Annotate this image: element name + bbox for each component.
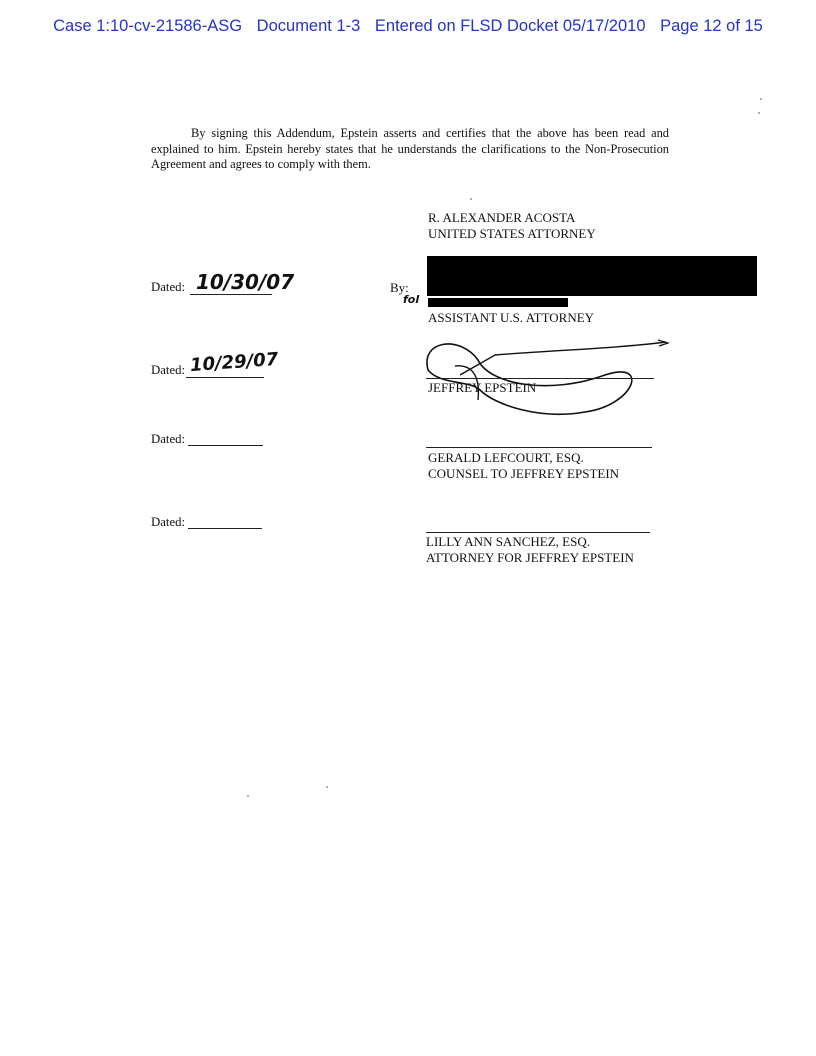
counsel1-name: GERALD LEFCOURT, ESQ.: [428, 450, 584, 465]
docket-entry: Entered on FLSD Docket 05/17/2010: [374, 17, 646, 35]
scan-speck: [760, 98, 762, 100]
date-line-1: [190, 294, 272, 295]
by-label: By:: [390, 280, 409, 295]
case-number: Case 1:10-cv-21586-ASG: [53, 17, 243, 35]
scan-speck: [470, 198, 472, 200]
counsel2-title: ATTORNEY FOR JEFFREY EPSTEIN: [426, 550, 634, 565]
handwritten-date-1: 10/30/07: [196, 270, 295, 294]
by-initials: fol: [403, 293, 420, 306]
dated-label-2: Dated:: [151, 363, 186, 377]
date-line-2: [186, 377, 264, 378]
page-number: Page 12 of 15: [660, 17, 763, 35]
addendum-paragraph-text: By signing this Addendum, Epstein asserts and certifies that the above has been read and explained to him. Epstein hereby states that he understands the clarifications to the Non-Prosecution Agreement and agrees to comply with them.: [151, 126, 669, 171]
counsel2-name: LILLY ANN SANCHEZ, ESQ.: [426, 534, 590, 549]
defendant-signature-line: [426, 378, 654, 379]
counsel1-title: COUNSEL TO JEFFREY EPSTEIN: [428, 466, 620, 481]
document-number: Document 1-3: [256, 17, 361, 35]
redaction-bar-signature: [427, 256, 757, 296]
dated-label-1: Dated:: [151, 280, 186, 294]
redaction-bar-name: [428, 298, 568, 307]
scan-speck: [247, 795, 249, 797]
counsel1-signature-line: [426, 447, 652, 448]
counsel2-signature-line: [426, 532, 650, 533]
scan-speck: [326, 786, 328, 788]
handwritten-date-2: 10/29/07: [189, 348, 279, 377]
date-line-3: [188, 445, 263, 446]
dated-label-3: Dated:: [151, 432, 186, 446]
date-line-4: [188, 528, 262, 529]
prosecutor-name: R. ALEXANDER ACOSTA: [428, 210, 576, 225]
scan-speck: [758, 112, 760, 114]
prosecutor-title: UNITED STATES ATTORNEY: [428, 226, 596, 241]
dated-label-4: Dated:: [151, 515, 186, 529]
addendum-paragraph: [151, 126, 669, 173]
docket-header: [0, 17, 816, 36]
ausa-title: ASSISTANT U.S. ATTORNEY: [428, 310, 595, 325]
defendant-name: JEFFREY EPSTEIN: [428, 380, 537, 395]
